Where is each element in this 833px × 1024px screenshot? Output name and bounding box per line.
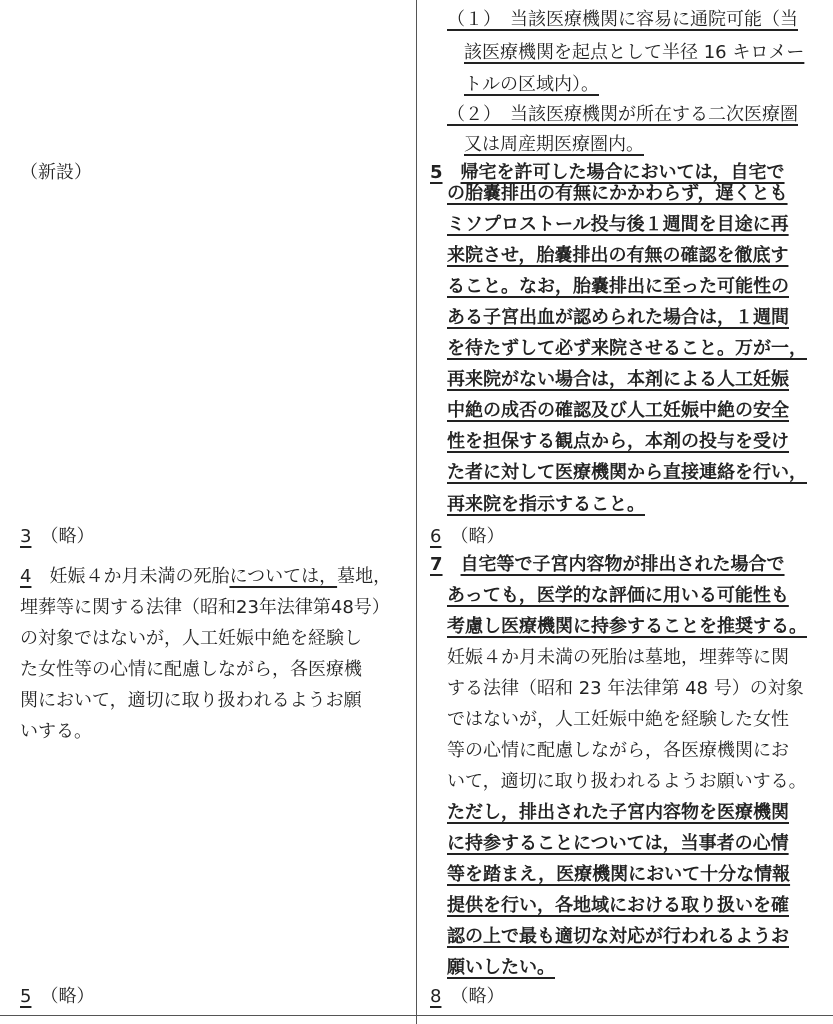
right-item7-num: 7	[430, 554, 443, 575]
left-item5	[20, 986, 94, 1008]
right-sub1-line1: （１） 当該医療機関に容易に通院可能（当	[447, 9, 798, 30]
right-item7-bold2-line6: 願いしたい。	[447, 957, 555, 978]
right-item5-line10: 性を担保する観点から，本剤の投与を受け	[447, 431, 789, 452]
right-sub2-line1: （２） 当該医療機関が所在する二次医療圏	[447, 104, 798, 125]
right-item8-text: （略）	[459, 986, 505, 1007]
right-item7-plain3: ではないが，人工妊娠中絶を経験した女性	[447, 709, 789, 730]
left-item4-line3: の対象ではないが，人工妊娠中絶を経験し	[20, 628, 362, 649]
right-item5-line2: の胎嚢排出の有無にかかわらず，遅くとも	[447, 183, 788, 204]
right-item5-line5: ること。なお，胎嚢排出に至った可能性の	[447, 276, 789, 297]
right-item5-line9: 中絶の成否の確認及び人工妊娠中絶の安全	[447, 400, 789, 421]
right-item5-line1: 5 帰宅を許可した場合においては，自宅で	[430, 162, 785, 183]
right-item7-plain5: いて，適切に取り扱われるようお願いする。	[447, 771, 807, 792]
right-item7-bold2-line4: 提供を行い，各地域における取り扱いを確	[447, 895, 789, 916]
left-new-label: （新設）	[20, 162, 92, 183]
left-item4-underlined: については，	[229, 566, 338, 587]
right-item5-line7: を待たずして必ず来院させること。万が一，	[447, 338, 807, 359]
left-item5-text: （略）	[49, 986, 95, 1007]
right-item5-line3: ミソプロストール投与後１週間を目途に再	[447, 214, 789, 235]
left-item4-line5: 関において，適切に取り扱われるようお願	[20, 690, 362, 711]
left-item4-num: 4	[20, 566, 32, 587]
left-item4-line4: た女性等の心情に配慮しながら，各医療機	[20, 659, 362, 680]
right-sub2-line2: 又は周産期医療圏内。	[464, 134, 644, 155]
right-item7-line1: 7 自宅等で子宮内容物が排出された場合で	[430, 554, 785, 575]
right-item7-bold2-line2: に持参することについては，当事者の心情	[447, 833, 789, 854]
right-item7-plain2: する法律（昭和 23 年法律第 48 号）の対象	[447, 678, 804, 699]
right-item6-num: 6	[430, 526, 442, 547]
right-item5-line8: 再来院がない場合は，本剤による人工妊娠	[447, 369, 789, 390]
right-item7-line3: 考慮し医療機関に持参することを推奨する。	[447, 616, 807, 637]
left-item4-line6: いする。	[20, 721, 92, 742]
table-bottom-border	[0, 1015, 833, 1016]
right-item8-num: 8	[430, 986, 442, 1007]
left-item3-num: 3	[20, 526, 32, 547]
right-item7-bold2-line5: 認の上で最も適切な対応が行われるようお	[447, 926, 789, 947]
right-sub1-line3: トルの区域内）。	[464, 74, 599, 95]
left-item4-line1: 4 妊娠４か月未満の死胎については，墓地，	[20, 566, 392, 587]
right-item5-line4: 来院させ，胎嚢排出の有無の確認を徹底す	[447, 245, 789, 266]
right-item7-line2: あっても，医学的な評価に用いる可能性も	[447, 585, 789, 606]
right-item7-plain4: 等の心情に配慮しながら，各医療機関にお	[447, 740, 789, 761]
column-divider	[416, 0, 417, 1024]
right-item7-bold2-line1: ただし，排出された子宮内容物を医療機関	[447, 802, 789, 823]
left-item3	[20, 526, 94, 548]
right-item5-line6: ある子宮出血が認められた場合は，１週間	[447, 307, 789, 328]
left-item4-line2: 埋葬等に関する法律（昭和23年法律第48号）	[20, 597, 390, 618]
right-item5-line11: た者に対して医療機関から直接連絡を行い，	[447, 462, 807, 483]
right-item7-plain1: 妊娠４か月未満の死胎は墓地，埋葬等に関	[447, 647, 789, 668]
right-item5-line12: 再来院を指示すること。	[447, 494, 645, 515]
right-sub1-line2: 該医療機関を起点として半径 16 キロメー	[464, 42, 805, 63]
right-item6	[430, 526, 504, 548]
right-item6-text: （略）	[459, 526, 505, 547]
left-item5-num: 5	[20, 986, 32, 1007]
right-item8	[430, 986, 504, 1008]
right-item5-num: 5	[430, 162, 443, 183]
right-item7-bold2-line3: 等を踏まえ，医療機関において十分な情報	[447, 864, 791, 885]
left-item3-text: （略）	[49, 526, 95, 547]
